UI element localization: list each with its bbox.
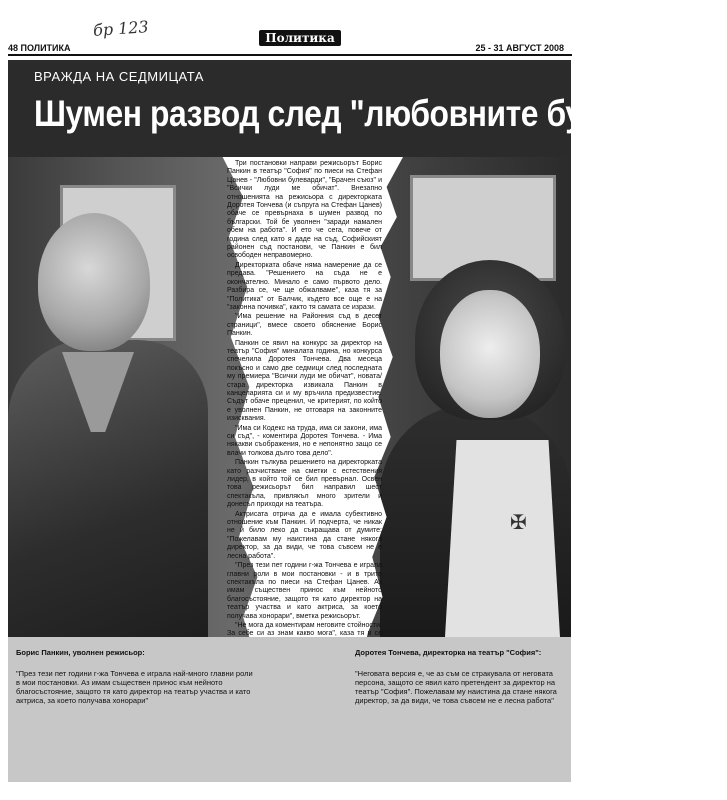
photo-woman-blouse (445, 440, 560, 637)
photo-man-head (38, 213, 150, 351)
article-paragraph: Три постановки направи режисьорът Борис Панкин в театър "София" по пиеси на Стефан Цанев - "Любовни булеварди", "Брачен съюз" и "Всички луди ме обичат". Внезапно отношенията на режисьора с директорката Доротея Тончева (и съпруга на Стефан Цанев) обаче се превърнаха в шумен развод по български. Той бе уволнен "заради намален обем на работа". И ето че сега, повече от година след като я даде на съд, Софийският районен съд постанови, че Панкин е бил освободен неправомерно. (227, 160, 382, 260)
article-paragraph: Актрисата отрича да е имала субективно отношение към Панкин. И подчерта, че никак не й било леко да съкращава от думите: "Пожелавам му наистина да стане някога директор, за да види, че това съвсем не е лесна работа". (227, 510, 382, 560)
caption-right-quote: "Неговата версия е, че аз съм се стракувала от неговата персона, защото се явил като претендент за директор на театър "София". Пожелавам му наистина да стане някога директор, за да види, че това съвсем не е лесна работа" (355, 669, 557, 705)
header-rule (8, 54, 572, 56)
caption-right-name: Доротея Тончева, директорка на театър "София": (355, 648, 542, 657)
handwritten-note: бр 123 (92, 17, 150, 40)
article-paragraph: Панкин тълкува решението на директорката като разчистване на сметки с естествения лидер, в който той се бил превърнал. Освен това режисьорът бил направил шест спектакъла, привлякъл много зрители и донесъл приходи на театъра. (227, 459, 382, 509)
photo-woman-face (440, 290, 540, 418)
section-kicker: ВРАЖДА НА СЕДМИЦАТА (34, 69, 204, 84)
article-paragraph: "Не мога да коментирам неговите стойности. За себе си аз знам какво мога", каза тя и се (227, 621, 382, 638)
article-paragraph: "През тези пет години г-жа Тончева е играла главни роли в мои постановки - и в трите спектакъла по пиеси на Стефан Цанев. Аз имам съществен принос към нейното благосъстояние, защото тя като директор на театър участва и като актриса, за което получава хонорари", вметка режисьорът. (227, 562, 382, 620)
article-paragraph: Директорката обаче няма намерение да се предава. "Решението на съда не е окончателно. Минало е само първото дело. Разбира се, че ще обжалваме", каза тя за "Политика" от Балчик, където все още е на "законна почивка", както тя самата се изрази. (227, 261, 382, 311)
article-body (227, 160, 382, 673)
article-headline: Шумен развод след "любовните булеварди" (34, 93, 727, 134)
article-paragraph: "Има си Кодекс на труда, има си закони, има си съд", - коментира Доротея Тончева. - Има някакви съображения, но е непонятно защо се влачи толкова дълго това дело". (227, 424, 382, 457)
caption-left (16, 648, 256, 705)
caption-left-name: Борис Панкин, уволнен режисьор: (16, 648, 145, 657)
masthead-logo: Политика (259, 30, 341, 46)
article-paragraph: "Има решение на Районния съд в десет страници", вмесе своето обяснение Борис Панкин. (227, 313, 382, 338)
caption-left-quote: "През тези пет години г-жа Тончева е играла най-много главни роли в мои постановки. Аз имам съществен принос към нейното благосъстояние, защото тя като директор на театър участва и като актриса, за което получава хонорари" (16, 669, 253, 705)
caption-right (355, 648, 565, 705)
page-number-section: 48 ПОЛИТИКА (8, 43, 71, 53)
cross-pendant-icon: ✠ (510, 512, 527, 534)
issue-date: 25 - 31 АВГУСТ 2008 (475, 43, 564, 53)
article-paragraph: Панкин се явил на конкурс за директор на театър "София" миналата година, но конкурса спечелила Доротея Тончева. Два месеца покъсно и само две седмици след последната му премиера "Всички луди ме обичат", новата/стара директорка извикала Панкин в канцеларията си и му връчила предизвестие. Съдът обаче преценил, че критерият, по който е уволнен Панкин, не отговаря на законните изисквания. (227, 339, 382, 423)
